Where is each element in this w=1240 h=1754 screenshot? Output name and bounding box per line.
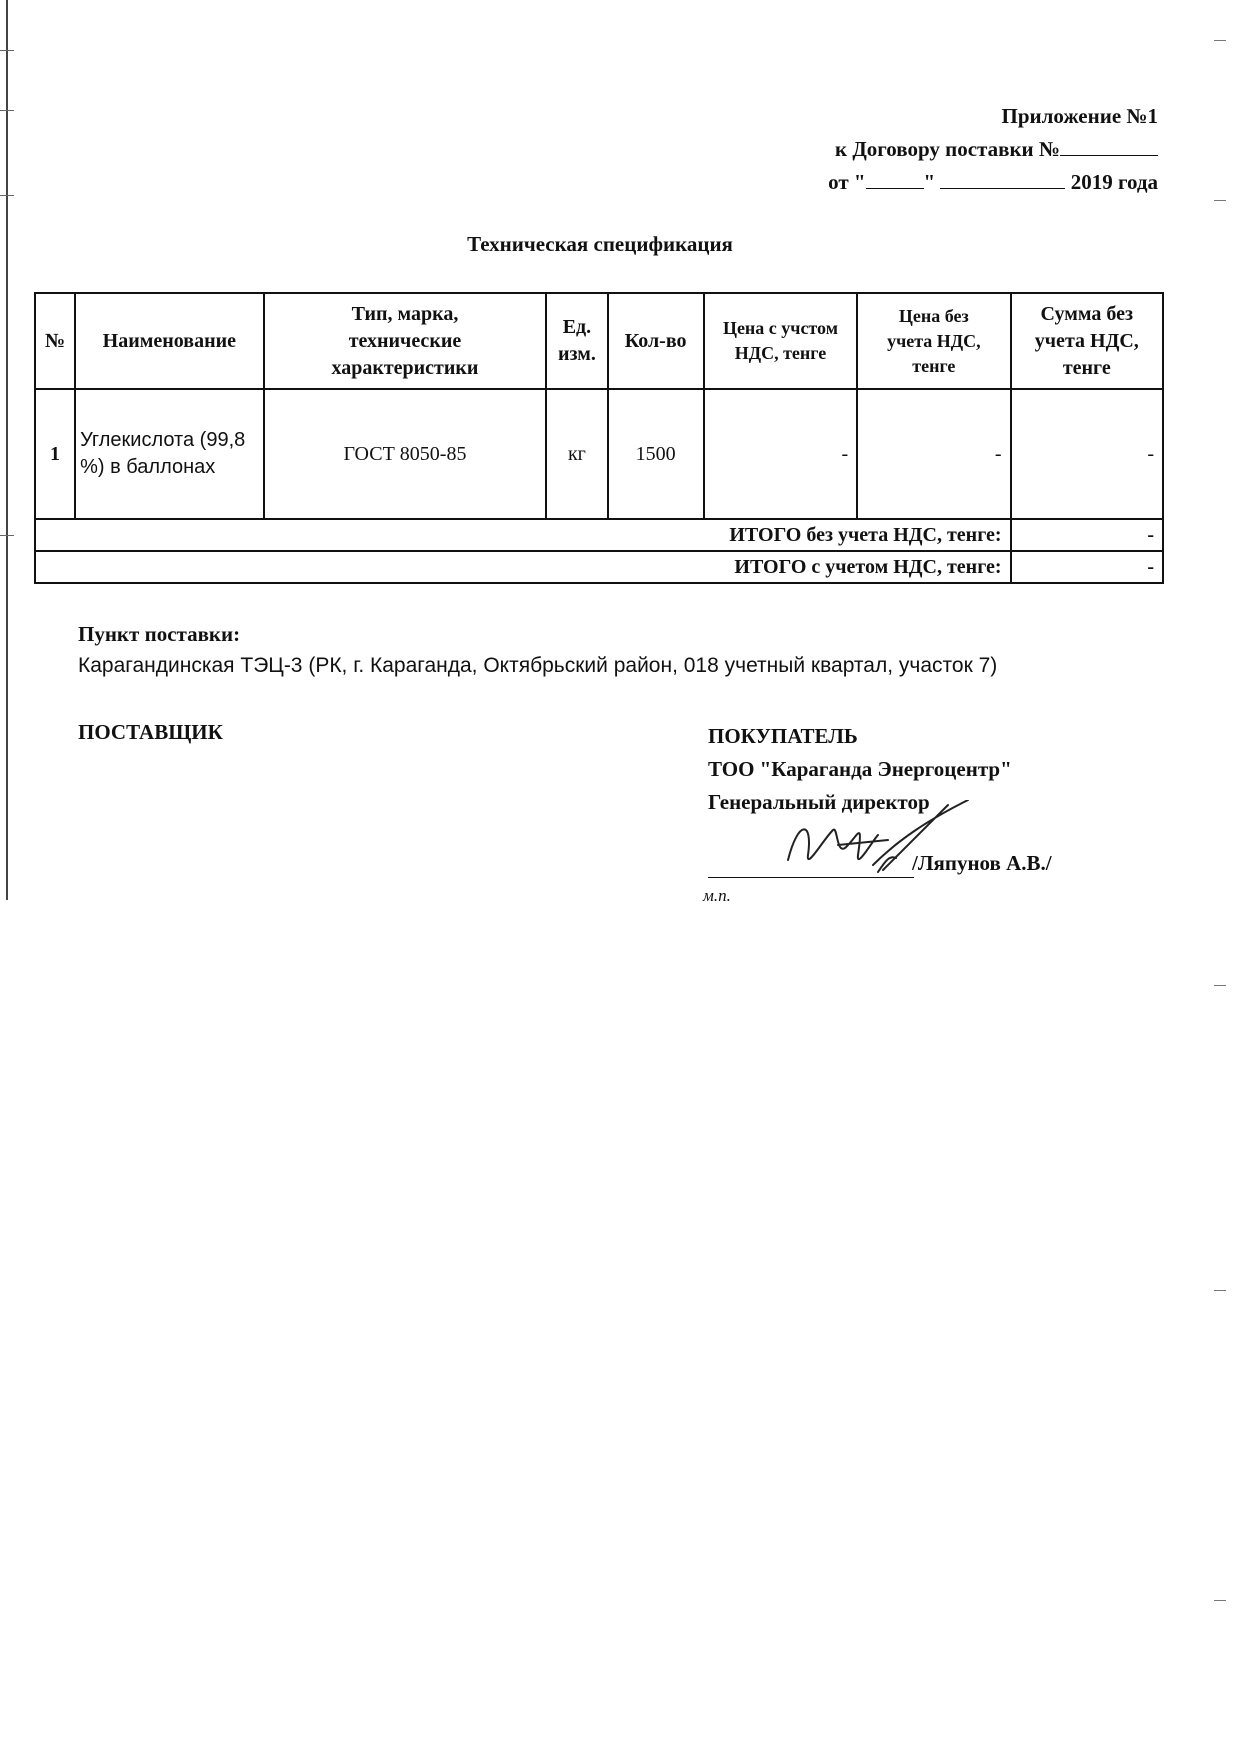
row-type: ГОСТ 8050-85	[264, 389, 547, 519]
scan-mark	[1214, 1290, 1226, 1291]
col-header-price-vat: Цена с учстом НДС, тенге	[704, 293, 857, 389]
total-novat-label: ИТОГО без учета НДС, тенге:	[35, 519, 1011, 551]
contract-reference	[828, 133, 1158, 166]
scan-mark	[0, 535, 14, 536]
scan-mark	[0, 195, 14, 196]
row-price-vat: -	[704, 389, 857, 519]
scan-mark	[1214, 200, 1226, 201]
row-name: Углекислота (99,8 %) в баллонах	[75, 389, 264, 519]
delivery-point-address: Карагандинская ТЭЦ-3 (РК, г. Караганда, Октябрьский район, 018 учетный квартал, участок 7)	[78, 654, 998, 677]
scan-mark	[1214, 1600, 1226, 1601]
buyer-label: ПОКУПАТЕЛЬ	[708, 724, 858, 748]
row-qty: 1500	[608, 389, 704, 519]
table-header-row	[35, 293, 1163, 389]
contract-date	[828, 166, 1158, 199]
col-header-qty: Кол-во	[608, 293, 704, 389]
scan-mark	[0, 110, 14, 111]
stamp-place-label: м.п.	[703, 886, 731, 905]
total-vat-row	[35, 551, 1163, 583]
total-novat-row	[35, 519, 1163, 551]
scan-mark	[1214, 40, 1226, 41]
document-title: Техническая спецификация	[467, 232, 733, 256]
row-price-novat: -	[857, 389, 1010, 519]
year: 2019 года	[1070, 170, 1158, 194]
specification-table	[34, 292, 1164, 584]
total-novat-value: -	[1011, 519, 1163, 551]
col-header-unit: Ед. изм.	[546, 293, 607, 389]
contract-prefix: к Договору поставки №	[834, 137, 1060, 161]
total-vat-value: -	[1011, 551, 1163, 583]
day-blank	[866, 170, 924, 189]
col-header-name: Наименование	[75, 293, 264, 389]
buyer-position: Генеральный директор	[708, 790, 930, 814]
col-header-num: №	[35, 293, 75, 389]
total-vat-label: ИТОГО с учетом НДС, тенге:	[35, 551, 1011, 583]
col-header-sum-novat: Сумма без учета НДС, тенге	[1011, 293, 1163, 389]
date-prefix: от "	[828, 170, 866, 194]
date-quote: "	[923, 170, 936, 194]
col-header-type: Тип, марка, технические характеристики	[264, 293, 547, 389]
scan-edge	[6, 0, 8, 900]
row-num: 1	[35, 389, 75, 519]
appendix-header	[828, 100, 1158, 199]
row-sum-novat: -	[1011, 389, 1163, 519]
scan-mark	[0, 50, 14, 51]
scan-mark	[1214, 985, 1226, 986]
col-header-price-novat: Цена без учета НДС, тенге	[857, 293, 1010, 389]
signature-line	[708, 877, 914, 878]
table-row	[35, 389, 1163, 519]
delivery-point-title: Пункт поставки:	[78, 622, 241, 646]
buyer-company: ТОО "Караганда Энергоцентр"	[708, 757, 1012, 781]
supplier-label: ПОСТАВЩИК	[78, 720, 223, 744]
row-unit: кг	[546, 389, 607, 519]
contract-number-blank	[1060, 137, 1158, 156]
appendix-number: Приложение №1	[1001, 104, 1158, 128]
month-blank	[940, 170, 1065, 189]
signer-name: /Ляпунов А.В./	[912, 851, 1052, 875]
